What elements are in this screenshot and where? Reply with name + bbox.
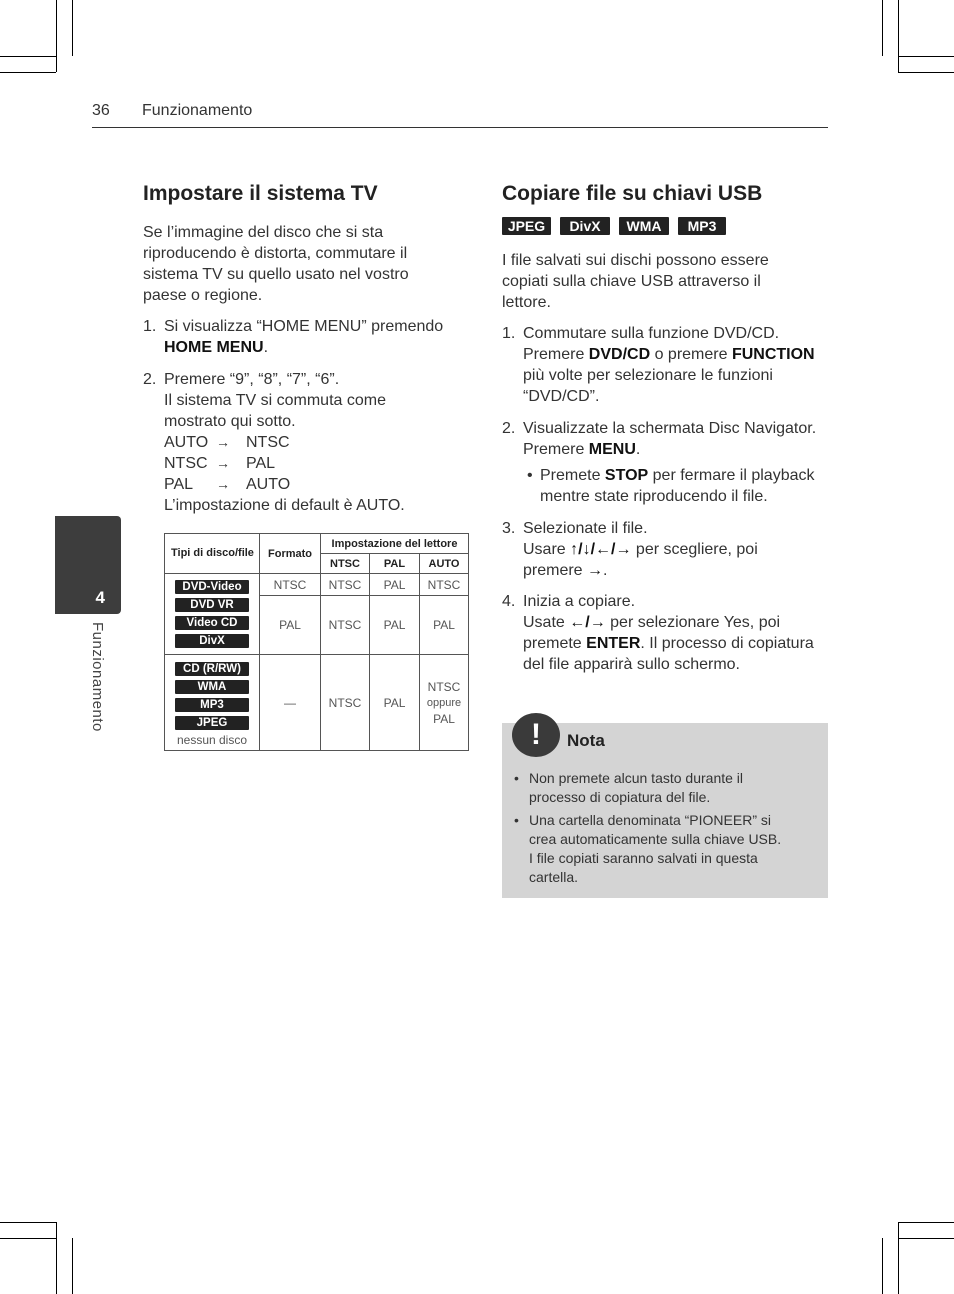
note-text: Non premete alcun tasto durante il <box>529 770 744 786</box>
step-number: 3. <box>502 520 516 537</box>
button-name: MENU <box>588 441 636 458</box>
button-name: DVD/CD <box>588 346 651 363</box>
step-text: . <box>263 339 269 356</box>
note-text: I file copiati saranno salvati in questa <box>529 850 758 866</box>
step-text: per scegliere, poi <box>631 541 758 558</box>
step-text: . <box>635 441 641 458</box>
step-number: 2. <box>502 420 516 437</box>
no-disc-label: nessun disco <box>176 732 248 747</box>
disc-type-badge: MP3 <box>175 698 249 712</box>
chapter-tab <box>55 516 121 614</box>
disc-type-badge: JPEG <box>175 716 249 730</box>
step-text: premete <box>523 635 587 652</box>
step-text: per selezionare Yes, poi <box>605 614 781 631</box>
note-text: Una cartella denominata “PIONEER” si <box>529 812 771 828</box>
note-text: cartella. <box>529 869 579 885</box>
crop-mark <box>898 1238 954 1239</box>
usb-copy-heading: Copiare file su chiavi USB <box>502 182 763 205</box>
default-note: L’impostazione di default è AUTO. <box>164 497 405 514</box>
mode-to: NTSC <box>246 434 290 451</box>
page-number: 36 <box>92 102 110 119</box>
header-auto: AUTO <box>420 554 469 574</box>
disc-types-group-1 <box>165 574 260 655</box>
crop-mark <box>898 1222 899 1294</box>
table-cell: PAL <box>370 596 420 655</box>
cell-line: NTSC <box>427 679 461 694</box>
tv-mode-row <box>164 432 473 453</box>
intro-line: Se l’immagine del disco che si sta <box>143 224 384 241</box>
crop-mark <box>56 0 57 72</box>
crop-mark <box>56 1222 57 1294</box>
intro-line: riproducendo è distorta, commutare il <box>143 245 408 262</box>
intro-line: I file salvati sui dischi possono essere <box>502 252 769 269</box>
disc-type-badge: Video CD <box>175 616 249 630</box>
crop-mark <box>0 1238 56 1239</box>
note-text: processo di copiatura del file. <box>529 789 711 805</box>
format-badge: JPEG <box>502 217 551 235</box>
crop-mark <box>898 72 954 73</box>
table-cell: NTSC <box>321 574 370 596</box>
step-text: Premete <box>540 467 605 484</box>
step-number: 2. <box>143 371 157 388</box>
disc-types-group-2 <box>165 655 260 751</box>
table-cell: — <box>260 655 321 751</box>
step-text: Usare <box>523 541 571 558</box>
arrow-right-icon: → <box>216 434 230 450</box>
step-text: Selezionate il file. <box>523 520 648 537</box>
disc-type-badge: WMA <box>175 680 249 694</box>
note-box <box>502 718 828 898</box>
step-number: 1. <box>143 318 157 335</box>
arrow-right-icon: → <box>216 455 230 471</box>
intro-line: paese o regione. <box>143 287 263 304</box>
disc-type-badge: DivX <box>175 634 249 648</box>
table-cell: NTSC <box>260 574 321 596</box>
step-text: più volte per selezionare le funzioni <box>523 367 773 384</box>
crop-mark <box>0 1222 56 1223</box>
table-cell: PAL <box>370 574 420 596</box>
mode-from: PAL <box>164 476 194 493</box>
crop-mark <box>882 1238 883 1294</box>
crop-mark <box>0 72 56 73</box>
table-cell: NTSC <box>420 574 469 596</box>
arrow-keys-icon: ↑/↓/←/→ <box>570 541 632 558</box>
header-pal: PAL <box>370 554 420 574</box>
arrow-keys-icon: ←/→ <box>569 614 606 631</box>
bullet-icon: • <box>514 812 519 828</box>
step-text: premere <box>523 562 588 579</box>
step-text: Inizia a copiare. <box>523 593 636 610</box>
crop-mark <box>72 0 73 56</box>
table-cell-auto <box>420 655 469 751</box>
tv-mode-row <box>164 474 473 495</box>
step-text: per fermare il playback <box>648 467 815 484</box>
disc-type-badge: DVD-Video <box>175 580 249 594</box>
usb-intro <box>502 250 832 313</box>
bullet-icon: • <box>527 467 533 484</box>
table-cell: PAL <box>420 596 469 655</box>
mode-from: NTSC <box>164 455 208 472</box>
bullet-icon: • <box>514 770 519 786</box>
mode-to: PAL <box>246 455 276 472</box>
step-text: Premere <box>523 346 589 363</box>
header-ntsc: NTSC <box>321 554 370 574</box>
crop-mark <box>898 56 954 57</box>
mode-to: AUTO <box>246 476 291 493</box>
note-item <box>514 811 814 887</box>
chapter-label: Funzionamento <box>89 622 106 732</box>
tv-system-table <box>164 533 469 751</box>
section-title: Funzionamento <box>142 102 253 119</box>
step-number: 1. <box>502 325 516 342</box>
cell-line: PAL <box>433 711 455 726</box>
header-format: Formato <box>260 534 321 574</box>
mode-from: AUTO <box>164 434 209 451</box>
arrow-right-icon: → <box>216 476 230 492</box>
step-text: “DVD/CD”. <box>523 388 600 405</box>
step-number: 4. <box>502 593 516 610</box>
format-badge: MP3 <box>678 217 726 235</box>
tv-system-heading: Impostare il sistema TV <box>143 182 378 205</box>
step-text: del file apparirà sullo schermo. <box>523 656 740 673</box>
crop-mark <box>72 1238 73 1294</box>
step-text: . <box>603 562 608 579</box>
chapter-number: 4 <box>95 588 105 607</box>
button-name: HOME MENU <box>164 339 264 356</box>
header-player-setting: Impostazione del lettore <box>321 534 469 554</box>
format-badge: WMA <box>619 217 669 235</box>
intro-line: lettore. <box>502 294 551 311</box>
button-name: ENTER <box>586 635 641 652</box>
table-cell: PAL <box>370 655 420 751</box>
cell-line: oppure <box>426 696 462 709</box>
table-cell: NTSC <box>321 596 370 655</box>
step-text: Visualizzate la schermata Disc Navigator. <box>523 420 817 437</box>
note-item <box>514 769 814 807</box>
note-title: Nota <box>567 731 605 750</box>
table-cell: NTSC <box>321 655 370 751</box>
format-badge: DivX <box>560 217 610 235</box>
step-text: . Il processo di copiatura <box>640 635 814 652</box>
step-text: o premere <box>650 346 732 363</box>
disc-type-badge: DVD VR <box>175 598 249 612</box>
intro-line: sistema TV su quello usato nel vostro <box>143 266 409 283</box>
crop-mark <box>898 0 899 72</box>
tv-system-intro <box>143 222 473 306</box>
crop-mark <box>898 1222 954 1223</box>
step-text: Il sistema TV si commuta come <box>164 392 386 409</box>
disc-type-badge: CD (R/RW) <box>175 662 249 676</box>
note-text: crea automaticamente sulla chiave USB. <box>529 831 782 847</box>
step-text: Premere “9”, “8”, “7”, “6”. <box>164 371 340 388</box>
header-types: Tipi di disco/file <box>165 534 260 574</box>
button-name: STOP <box>604 467 649 484</box>
button-name: FUNCTION <box>731 346 815 363</box>
step-text: mentre state riproducendo il file. <box>540 488 768 505</box>
intro-line: copiati sulla chiave USB attraverso il <box>502 273 761 290</box>
tv-mode-row <box>164 453 473 474</box>
crop-mark <box>0 56 56 57</box>
step-text: Premere <box>523 441 589 458</box>
step-text: Commutare sulla funzione DVD/CD. <box>523 325 780 342</box>
step-text: Usate <box>523 614 570 631</box>
arrow-right-icon: → <box>587 562 604 579</box>
page-header <box>92 100 828 128</box>
exclamation-icon: ! <box>512 713 560 757</box>
step-text: mostrato qui sotto. <box>164 413 296 430</box>
crop-mark <box>882 0 883 56</box>
table-cell: PAL <box>260 596 321 655</box>
bullet-item <box>523 465 832 507</box>
step-text: Si visualizza “HOME MENU” premendo <box>164 318 444 335</box>
